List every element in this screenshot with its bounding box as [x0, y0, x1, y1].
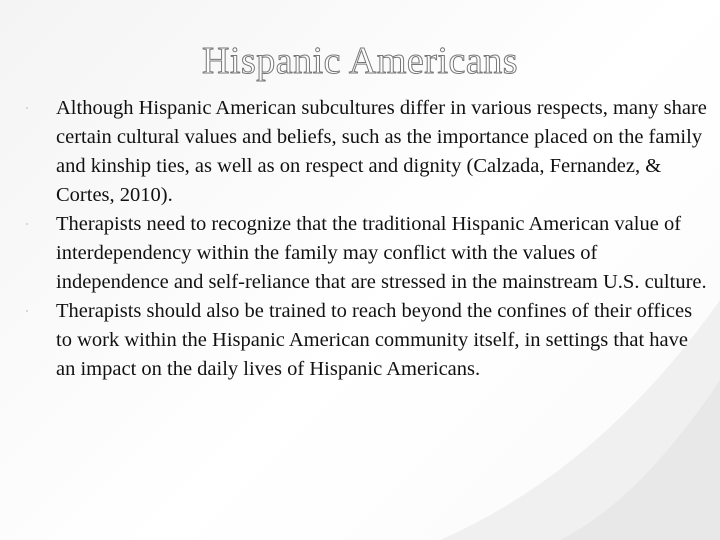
bullet-icon: · — [25, 220, 29, 229]
bullet-text: Therapists should also be trained to reach beyond the confines of their offices to work within the Hispanic American community itself, in settings that have an impact on the daily lives of Hispanic Americans. — [56, 300, 693, 380]
bullet-item-2 — [20, 210, 710, 297]
bullet-icon: · — [25, 104, 29, 113]
bullet-icon: · — [25, 307, 29, 316]
bullet-text: Therapists need to recognize that the traditional Hispanic American value of interdependency within the family may conflict with the values of independence and self-reliance that are stressed in the mainstream U.S. culture. — [56, 213, 707, 293]
bullet-text: Although Hispanic American subcultures differ in various respects, many share certain cultural values and beliefs, such as the importance placed on the family and kinship ties, as well as on respect and dignity (Calzada, Fernandez, & Cortes, 2010). — [56, 97, 707, 206]
slide-title: Hispanic Americans — [201, 40, 519, 82]
bullet-list — [20, 94, 710, 384]
bullet-item-1 — [20, 94, 710, 210]
bullet-item-3 — [20, 297, 710, 384]
